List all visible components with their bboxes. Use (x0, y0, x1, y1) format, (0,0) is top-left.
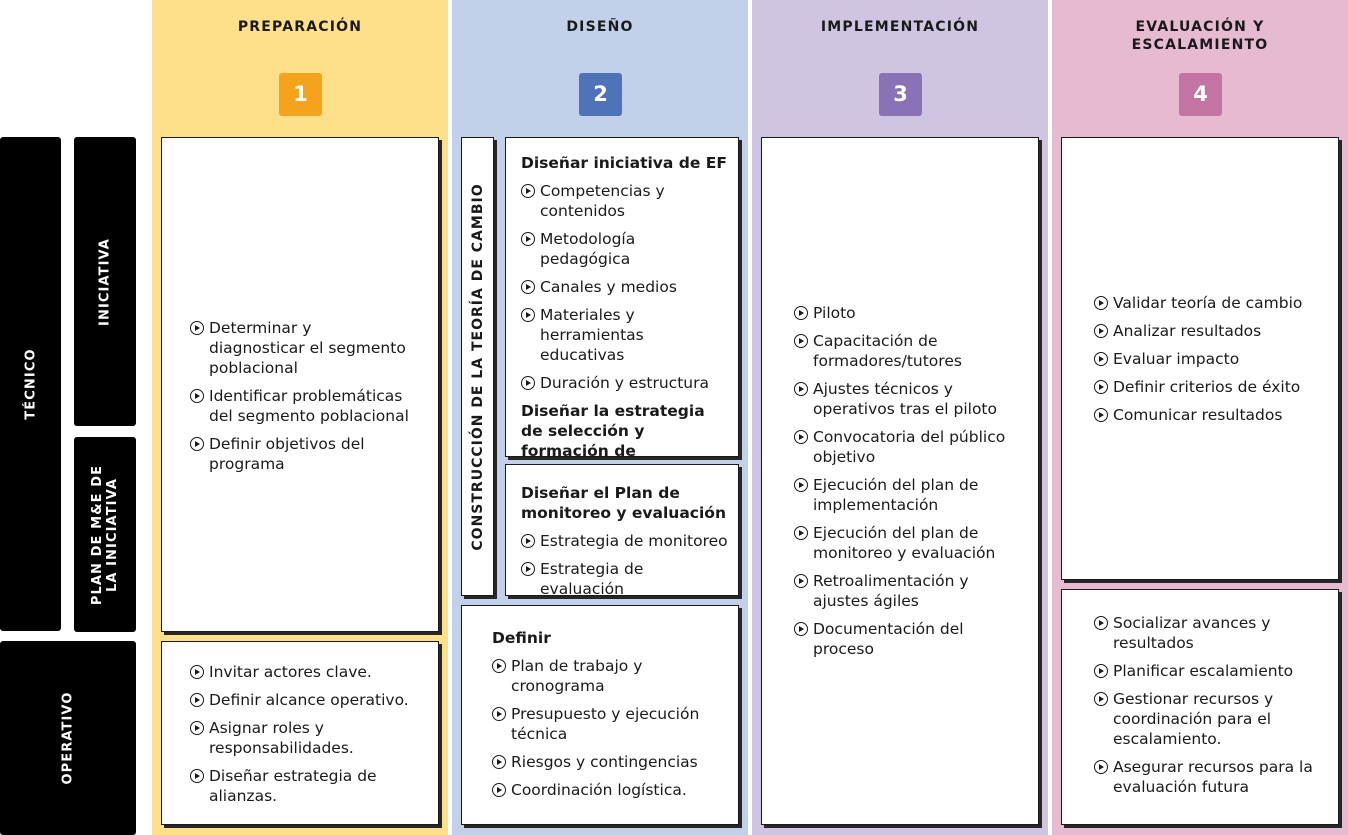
phase-number-badge-2: 2 (579, 73, 622, 116)
row-label-tecnico-text: TÉCNICO (23, 348, 38, 420)
list-item-text: Estrategia de evaluación (540, 560, 644, 598)
list-item-text: Definir criterios de éxito (1113, 378, 1301, 396)
card-ef-title: Diseñar iniciativa de EF (521, 154, 727, 172)
list-item-text: Coordinación logística. (511, 781, 687, 799)
play-circle-icon (190, 437, 204, 451)
list-item-text: Asignar roles y responsabilidades. (209, 719, 354, 757)
list-item-text: Presupuesto y ejecución técnica (511, 705, 700, 743)
row-label-iniciativa (74, 137, 136, 426)
play-circle-icon (1094, 616, 1108, 630)
play-circle-icon (1094, 692, 1108, 706)
list-item-text: Gestionar recursos y coordinación para el escalamiento. (1113, 690, 1274, 748)
card-evaluacion-tecnico (1061, 137, 1339, 580)
card-definir (461, 605, 739, 825)
play-circle-icon (190, 321, 204, 335)
list-item-text: Materiales y herramientas educativas (540, 306, 644, 364)
play-circle-icon (794, 622, 808, 636)
list-item-text: Ejecución del plan de implementación (813, 476, 979, 514)
list-item (1094, 689, 1319, 749)
list-item-text: Canales y medios (540, 278, 677, 296)
list-item (492, 780, 722, 800)
card-evaluacion-operativo (1061, 589, 1339, 825)
list-item-text: Ajustes técnicos y operativos tras el piloto (813, 380, 997, 418)
list-item-text: Planificar escalamiento (1113, 662, 1294, 680)
row-label-plan-me-line1: PLAN DE M&E DE (90, 464, 105, 605)
list-item-text: Competencias y contenidos (540, 182, 665, 220)
play-circle-icon (492, 707, 506, 721)
list-item (1094, 661, 1319, 681)
row-label-plan-me (74, 437, 136, 632)
list-item (1094, 613, 1319, 653)
list-item (1094, 377, 1319, 397)
list-item (190, 766, 410, 806)
list-item (521, 373, 729, 393)
list-item-text: Validar teoría de cambio (1113, 294, 1303, 312)
row-label-tecnico (0, 137, 61, 631)
play-circle-icon (521, 308, 535, 322)
list-preparacion-tecnico (190, 318, 410, 474)
list-item (794, 331, 1019, 371)
row-label-iniciativa-text: INICIATIVA (97, 237, 113, 326)
list-item-text: Comunicar resultados (1113, 406, 1283, 424)
list-item (492, 704, 722, 744)
list-item (190, 690, 410, 710)
card-teoria-de-cambio (461, 137, 494, 596)
phase-title-evaluacion-line2: ESCALAMIENTO (1131, 37, 1269, 53)
list-item (521, 305, 729, 365)
card-definir-title: Definir (492, 629, 551, 647)
list-item (521, 181, 729, 221)
list-item-text: Invitar actores clave. (209, 663, 372, 681)
phase-title-preparacion: PREPARACIÓN (237, 19, 363, 35)
play-circle-icon (794, 430, 808, 444)
phase-number-badge-1: 1 (279, 73, 322, 116)
list-item-text: Definir objetivos del programa (209, 435, 365, 473)
list-evaluacion-operativo (1094, 613, 1319, 797)
list-item (190, 434, 410, 474)
list-item (521, 229, 729, 269)
list-item-text: Diseñar estrategia de alianzas. (209, 767, 377, 805)
row-label-plan-me-text (90, 464, 120, 604)
list-item-text: Socializar avances y resultados (1113, 614, 1271, 652)
list-item (1094, 405, 1319, 425)
list-item-text: Capacitación de formadores/tutores (813, 332, 962, 370)
play-circle-icon (1094, 324, 1108, 338)
list-item (190, 662, 410, 682)
list-item-text: Asegurar recursos para la evaluación futura (1113, 758, 1313, 796)
play-circle-icon (492, 755, 506, 769)
phase-title-evaluacion (1052, 18, 1348, 54)
list-item (190, 718, 410, 758)
play-circle-icon (190, 721, 204, 735)
list-item (794, 523, 1019, 563)
list-implementacion (794, 303, 1019, 659)
play-circle-icon (190, 769, 204, 783)
list-item (1094, 321, 1319, 341)
card-me-title: Diseñar el Plan de monitoreo y evaluación (521, 484, 726, 522)
play-circle-icon (492, 659, 506, 673)
play-circle-icon (794, 382, 808, 396)
phase-number-badge-3: 3 (879, 73, 922, 116)
play-circle-icon (1094, 760, 1108, 774)
play-circle-icon (794, 574, 808, 588)
list-item-text: Retroalimentación y ajustes ágiles (813, 572, 969, 610)
list-item-text: Determinar y diagnosticar el segmento poblacional (209, 319, 406, 377)
play-circle-icon (794, 478, 808, 492)
list-item (521, 277, 729, 297)
play-circle-icon (521, 232, 535, 246)
play-circle-icon (794, 306, 808, 320)
list-item (794, 619, 1019, 659)
play-circle-icon (1094, 664, 1108, 678)
card-implementacion (761, 137, 1039, 825)
list-item (492, 656, 722, 696)
list-item-text: Identificar problemáticas del segmento poblacional (209, 387, 409, 425)
play-circle-icon (190, 693, 204, 707)
list-item-text: Documentación del proceso (813, 620, 964, 658)
row-label-operativo (0, 641, 136, 835)
card-definir-content (492, 628, 722, 800)
card-preparacion-operativo (161, 641, 439, 825)
list-item (1094, 293, 1319, 313)
play-circle-icon (521, 184, 535, 198)
list-item (492, 752, 722, 772)
list-item-text: Estrategia de monitoreo (540, 532, 728, 550)
list-item (190, 318, 410, 378)
play-circle-icon (1094, 380, 1108, 394)
play-circle-icon (1094, 352, 1108, 366)
list-item-text: Convocatoria del público objetivo (813, 428, 1006, 466)
phase-title-implementacion: IMPLEMENTACIÓN (820, 19, 980, 35)
list-preparacion-operativo (190, 662, 410, 806)
list-item-text: Definir alcance operativo. (209, 691, 409, 709)
list-item (1094, 757, 1319, 797)
list-item-text: Analizar resultados (1113, 322, 1262, 340)
list-item-text: Duración y estructura (540, 374, 709, 392)
play-circle-icon (521, 534, 535, 548)
card-ef-content (521, 153, 729, 481)
list-item-text: Piloto (813, 304, 856, 322)
play-circle-icon (521, 376, 535, 390)
play-circle-icon (794, 526, 808, 540)
teoria-de-cambio-label: CONSTRUCCIÓN DE LA TEORÍA DE CAMBIO (469, 182, 486, 551)
list-item (521, 559, 729, 599)
list-item (794, 379, 1019, 419)
phase-title-diseno: DISEÑO (566, 19, 634, 35)
play-circle-icon (521, 280, 535, 294)
play-circle-icon (794, 334, 808, 348)
list-item (521, 531, 729, 551)
list-item (794, 427, 1019, 467)
card-disenar-plan-me (505, 464, 739, 596)
phase-number-badge-4: 4 (1179, 73, 1222, 116)
play-circle-icon (190, 389, 204, 403)
list-item-text: Plan de trabajo y cronograma (511, 657, 643, 695)
card-ef-subtitle: Diseñar la estrategia de selección y formación de (521, 402, 705, 460)
list-definir (492, 656, 722, 800)
list-ef (521, 181, 729, 393)
row-label-plan-me-line2: LA INICIATIVA (105, 477, 120, 592)
list-item (1094, 349, 1319, 369)
card-me-content (521, 483, 729, 599)
list-item (794, 475, 1019, 515)
list-item (794, 571, 1019, 611)
card-preparacion-tecnico (161, 137, 439, 632)
play-circle-icon (492, 783, 506, 797)
list-item-text: Riesgos y contingencias (511, 753, 698, 771)
list-item (190, 386, 410, 426)
play-circle-icon (1094, 296, 1108, 310)
list-item-text: Metodología pedagógica (540, 230, 636, 268)
play-circle-icon (521, 562, 535, 576)
play-circle-icon (190, 665, 204, 679)
card-disenar-iniciativa-ef (505, 137, 739, 460)
list-item (794, 303, 1019, 323)
list-item-text: Ejecución del plan de monitoreo y evaluación (813, 524, 996, 562)
phase-title-evaluacion-line1: EVALUACIÓN Y (1135, 19, 1265, 35)
list-me (521, 531, 729, 599)
list-item-text: Evaluar impacto (1113, 350, 1240, 368)
row-label-operativo-text: OPERATIVO (60, 691, 76, 785)
list-evaluacion-tecnico (1094, 293, 1319, 425)
play-circle-icon (1094, 408, 1108, 422)
